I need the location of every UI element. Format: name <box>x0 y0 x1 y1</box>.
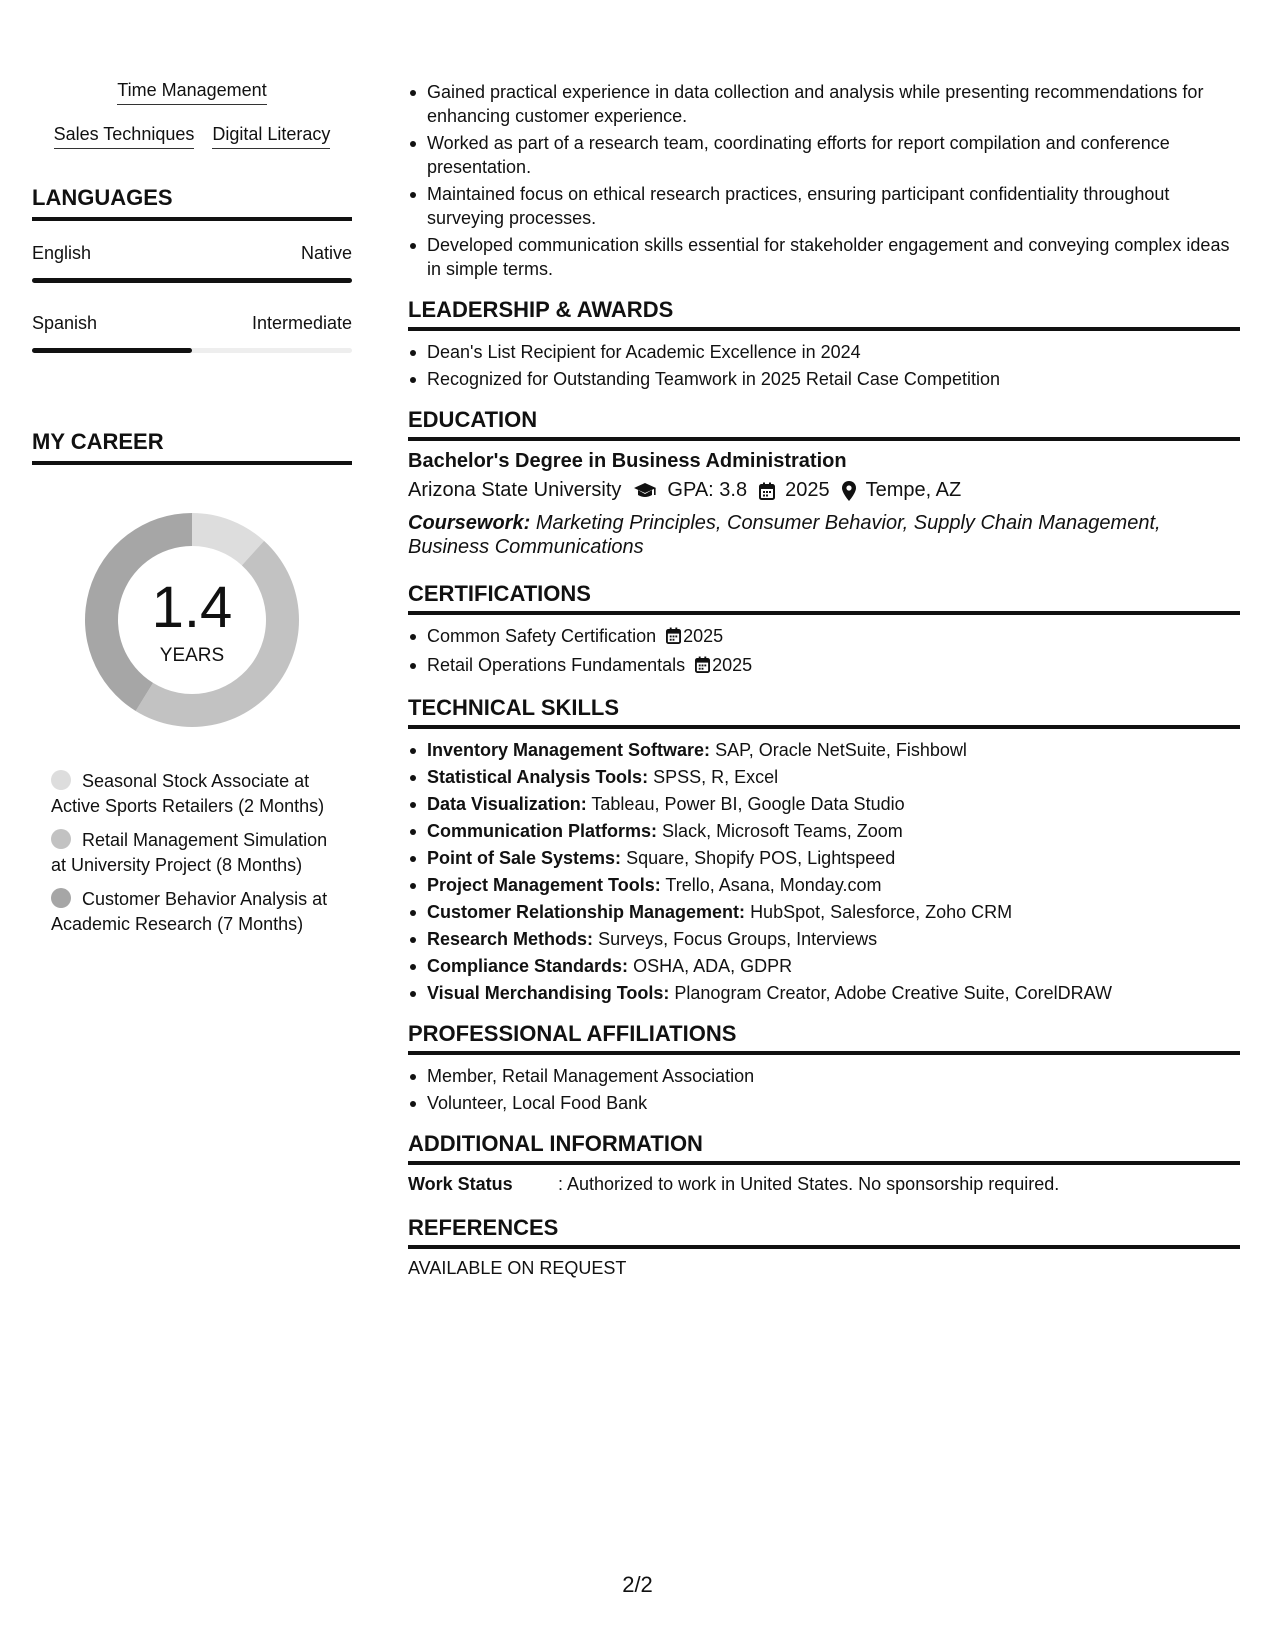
education-details <box>408 479 1240 502</box>
leadership-heading: LEADERSHIP & AWARDS <box>408 297 1240 331</box>
work-status-row <box>408 1174 1240 1195</box>
references-text: AVAILABLE ON REQUEST <box>408 1258 627 1278</box>
technical-skills-list <box>408 738 1240 1005</box>
school-location: Tempe, AZ <box>865 479 962 501</box>
tech-skill-label: Point of Sale Systems: <box>427 848 622 868</box>
affiliation-item: Member, Retail Management Association <box>408 1064 1240 1088</box>
tech-skill-label: Visual Merchandising Tools: <box>427 983 670 1003</box>
affiliations-heading: PROFESSIONAL AFFILIATIONS <box>408 1021 1240 1055</box>
tech-skill-value: Trello, Asana, Monday.com <box>665 875 882 895</box>
calendar-icon <box>666 626 681 650</box>
tech-skill-label: Customer Relationship Management: <box>427 902 746 922</box>
skill-tag: Sales Techniques <box>54 124 195 149</box>
experience-bullet: Gained practical experience in data collection and analysis while presenting recommendations for enhancing customer experience. <box>408 80 1240 128</box>
tech-skill-item <box>408 927 1240 951</box>
main-content <box>408 80 1240 1279</box>
experience-bullet: Developed communication skills essential for stakeholder engagement and conveying complex ideas in simple terms. <box>408 233 1240 281</box>
skill-tag: Digital Literacy <box>212 124 330 149</box>
language-level: Intermediate <box>251 313 352 333</box>
graduation-year: 2025 <box>785 479 830 501</box>
tech-skill-value: Square, Shopify POS, Lightspeed <box>626 848 896 868</box>
tech-skill-item <box>408 873 1240 897</box>
certification-name: Common Safety Certification <box>427 626 657 646</box>
experience-bullet: Maintained focus on ethical research practices, ensuring participant confidentiality throughout surveying processes. <box>408 182 1240 230</box>
coursework-label: Coursework: <box>408 512 531 534</box>
legend-label: Seasonal Stock Associate at Active Sports Retailers (2 Months) <box>51 771 325 816</box>
certifications-heading: CERTIFICATIONS <box>408 581 1240 615</box>
language-bar <box>32 348 352 353</box>
language-name: English <box>32 243 92 263</box>
sidebar <box>32 80 352 946</box>
career-total-unit: YEARS <box>159 645 225 666</box>
languages-section <box>32 185 352 353</box>
certifications-section <box>408 581 1240 679</box>
language-bar-fill <box>32 348 192 353</box>
certification-year: 2025 <box>712 655 753 675</box>
additional-info-section <box>408 1131 1240 1195</box>
tech-skill-value: SPSS, R, Excel <box>653 767 779 787</box>
tech-skill-label: Communication Platforms: <box>427 821 658 841</box>
legend-dot <box>51 829 71 849</box>
skills-tags <box>32 80 352 149</box>
tech-skill-value: Planogram Creator, Adobe Creative Suite, CorelDRAW <box>674 983 1112 1003</box>
language-bar-fill <box>32 278 352 283</box>
calendar-icon <box>695 655 710 679</box>
technical-skills-heading: TECHNICAL SKILLS <box>408 695 1240 729</box>
references-section <box>408 1215 1240 1279</box>
graduation-cap-icon <box>633 482 657 500</box>
coursework <box>408 511 1240 559</box>
career-donut-chart <box>77 505 307 735</box>
tech-skill-item <box>408 954 1240 978</box>
tech-skill-label: Data Visualization: <box>427 794 587 814</box>
tech-skill-item <box>408 765 1240 789</box>
tech-skill-value: HubSpot, Salesforce, Zoho CRM <box>750 902 1013 922</box>
career-total-value: 1.4 <box>151 575 233 640</box>
language-item <box>32 243 352 283</box>
certification-name: Retail Operations Fundamentals <box>427 655 686 675</box>
additional-info-heading: ADDITIONAL INFORMATION <box>408 1131 1240 1165</box>
tech-skill-item <box>408 981 1240 1005</box>
language-item <box>32 313 352 353</box>
education-heading: EDUCATION <box>408 407 1240 441</box>
legend-dot <box>51 888 71 908</box>
tech-skill-label: Inventory Management Software: <box>427 740 711 760</box>
legend-dot <box>51 770 71 790</box>
coursework-list: Marketing Principles, Consumer Behavior, Supply Chain Management, Business Communications <box>408 512 1161 558</box>
certification-item <box>408 653 1240 679</box>
tech-skill-value: OSHA, ADA, GDPR <box>633 956 793 976</box>
skill-tag: Time Management <box>117 80 266 105</box>
award-item: Dean's List Recipient for Academic Excellence in 2024 <box>408 340 1240 364</box>
tech-skill-item <box>408 846 1240 870</box>
award-item: Recognized for Outstanding Teamwork in 2025 Retail Case Competition <box>408 367 1240 391</box>
language-level: Native <box>300 243 352 263</box>
gpa: GPA: 3.8 <box>667 479 748 501</box>
school-name: Arizona State University <box>408 479 622 501</box>
tech-skill-label: Compliance Standards: <box>427 956 629 976</box>
tech-skill-item <box>408 738 1240 762</box>
tech-skill-label: Research Methods: <box>427 929 594 949</box>
degree-title: Bachelor's Degree in Business Administration <box>408 450 847 472</box>
work-status-value: : Authorized to work in United States. No sponsorship required. <box>558 1174 1060 1194</box>
certification-item <box>408 624 1240 650</box>
affiliation-item: Volunteer, Local Food Bank <box>408 1091 1240 1115</box>
legend-item <box>51 828 331 878</box>
legend-label: Retail Management Simulation at University Project (8 Months) <box>51 830 328 875</box>
experience-bullets <box>408 80 1240 281</box>
leadership-section <box>408 297 1240 391</box>
affiliations-section <box>408 1021 1240 1115</box>
tech-skill-item <box>408 900 1240 924</box>
languages-heading: LANGUAGES <box>32 185 352 221</box>
education-section <box>408 407 1240 559</box>
tech-skill-value: Slack, Microsoft Teams, Zoom <box>662 821 903 841</box>
experience-bullet: Worked as part of a research team, coordinating efforts for report compilation and conference presentation. <box>408 131 1240 179</box>
location-pin-icon <box>842 481 856 501</box>
tech-skill-label: Statistical Analysis Tools: <box>427 767 649 787</box>
technical-skills-section <box>408 695 1240 1005</box>
tech-skill-item <box>408 819 1240 843</box>
career-section <box>32 429 352 937</box>
calendar-icon <box>759 482 775 500</box>
work-status-label: Work Status <box>408 1174 513 1194</box>
tech-skill-value: SAP, Oracle NetSuite, Fishbowl <box>715 740 967 760</box>
career-legend <box>51 769 331 937</box>
page-number: 2/2 <box>622 1572 653 1597</box>
tech-skill-value: Tableau, Power BI, Google Data Studio <box>591 794 905 814</box>
tech-skill-label: Project Management Tools: <box>427 875 661 895</box>
legend-label: Customer Behavior Analysis at Academic Research (7 Months) <box>51 889 328 934</box>
tech-skill-value: Surveys, Focus Groups, Interviews <box>598 929 878 949</box>
certification-year: 2025 <box>683 626 724 646</box>
language-name: Spanish <box>32 313 98 333</box>
language-bar <box>32 278 352 283</box>
tech-skill-item <box>408 792 1240 816</box>
legend-item <box>51 887 331 937</box>
legend-item <box>51 769 331 819</box>
references-heading: REFERENCES <box>408 1215 1240 1249</box>
career-heading: MY CAREER <box>32 429 352 465</box>
